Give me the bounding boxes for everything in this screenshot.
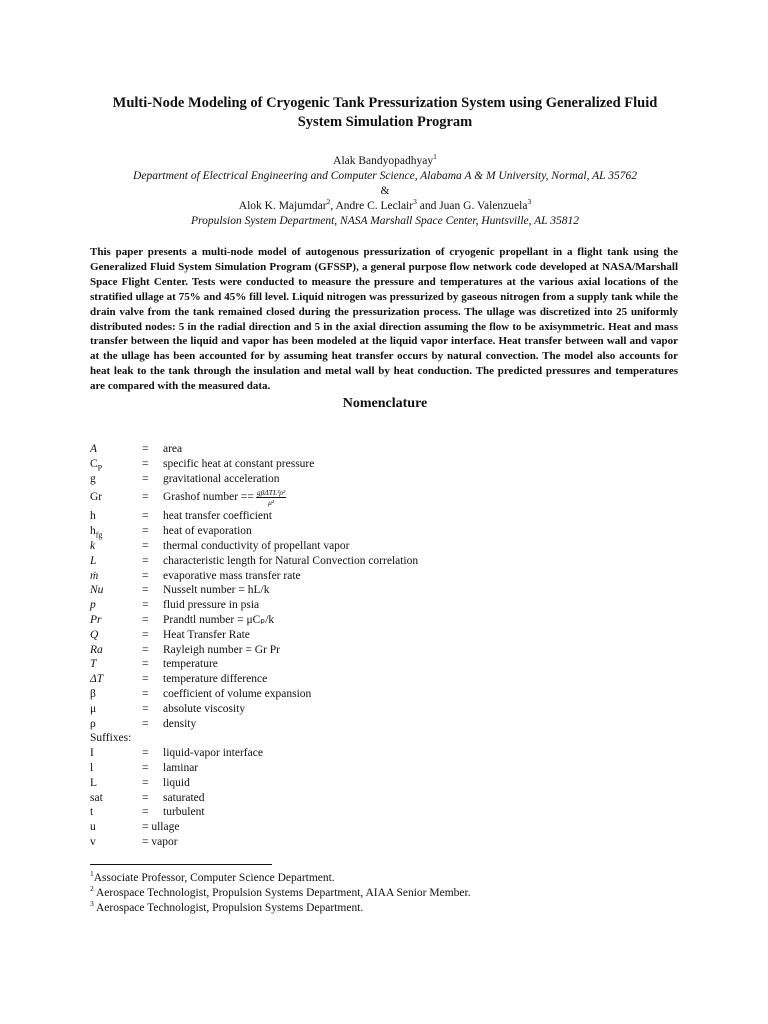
footnote-mark: 2: [90, 884, 94, 894]
author-block: [60, 154, 710, 229]
suffix-definition: turbulent: [163, 806, 205, 819]
equals-sign: =: [142, 539, 149, 552]
nomenclature-heading: Nomenclature: [342, 396, 428, 411]
author-footnote-mark: 3: [527, 197, 532, 207]
author-name: , Andre C. Leclair: [330, 200, 414, 212]
nomenclature-symbol: Gr: [90, 491, 103, 504]
nomenclature-symbol: ρ: [90, 717, 96, 730]
nomenclature-definition: specific heat at constant pressure: [163, 457, 315, 470]
nomenclature-symbol: A: [90, 443, 98, 455]
equals-sign: =: [142, 658, 149, 671]
footnote: [90, 871, 471, 886]
author-line-2: [60, 199, 710, 214]
nomenclature-definition: coefficient of volume expansion: [163, 687, 312, 700]
suffix-symbol: v: [90, 835, 96, 848]
suffix-definition: laminar: [163, 761, 199, 774]
equals-sign: =: [142, 717, 149, 730]
suffix-symbol: t: [90, 806, 94, 819]
nomenclature-symbol: ΔT: [90, 673, 104, 686]
nomenclature-definition: temperature difference: [163, 673, 268, 686]
equals-sign: =: [142, 761, 149, 774]
footnote-mark: 3: [90, 899, 94, 909]
equals-sign: =: [142, 776, 149, 789]
nomenclature-definition: characteristic length for Natural Convection correlation: [163, 554, 419, 567]
suffix-symbol: L: [90, 776, 98, 789]
nomenclature-definition: Rayleigh number = Gr Pr: [163, 643, 280, 656]
suffix-definition: liquid-vapor interface: [163, 747, 263, 760]
author-footnote-mark: 1: [433, 152, 437, 162]
nomenclature-symbol-subscript: P: [97, 463, 103, 473]
nomenclature-definition: Heat Transfer Rate: [163, 628, 250, 641]
nomenclature-symbol: T: [90, 658, 97, 671]
author-name: Alak Bandyopadhyay: [333, 155, 434, 167]
equals-sign: =: [142, 569, 149, 582]
suffix-definition: liquid: [163, 776, 190, 789]
footnotes: [90, 871, 471, 916]
equals-sign: =: [142, 687, 149, 700]
author-affiliation: Department of Electrical Engineering and Computer Science, Alabama A & M University, Normal, AL 35762: [133, 170, 637, 182]
nomenclature-definition: gravitational acceleration: [163, 472, 280, 485]
nomenclature-definition: Nusselt number = hL/k: [163, 584, 270, 597]
suffix-definition: = ullage: [142, 821, 180, 834]
nomenclature-symbol: $C_P$: [90, 457, 103, 473]
nomenclature-symbol-subscript: fg: [95, 530, 103, 540]
suffix-symbol: I: [90, 747, 94, 760]
nomenclature-definition: Grashof number == $\frac{\text{gβΔTL³ρ²}}{\text{μ²}}$: [163, 488, 286, 508]
equals-sign: =: [142, 806, 149, 819]
equals-sign: =: [142, 628, 149, 641]
equals-sign: =: [142, 443, 149, 455]
equals-sign: =: [142, 525, 149, 538]
equals-sign: =: [142, 584, 149, 597]
footnote-text: Aerospace Technologist, Propulsion Systems Department, AIAA Senior Member.: [93, 887, 471, 899]
equals-sign: =: [142, 599, 149, 612]
nomenclature-definition: heat transfer coefficient: [163, 510, 272, 523]
nomenclature-symbol: Pr: [90, 613, 102, 626]
equals-sign: =: [142, 510, 149, 523]
nomenclature-symbol: h: [90, 510, 96, 523]
suffix-symbol: l: [90, 761, 94, 774]
equals-sign: =: [142, 457, 149, 470]
nomenclature-symbol: ṁ: [90, 569, 99, 582]
equals-sign: =: [142, 472, 149, 485]
author-line-1: [60, 154, 710, 169]
grashof-formula: [256, 488, 286, 507]
paper-title: Multi-Node Modeling of Cryogenic Tank Pressurization System using Generalized Fluid System Simulation Program: [112, 95, 658, 130]
nomenclature-definition: temperature: [163, 658, 218, 671]
nomenclature-symbol: g: [90, 472, 96, 485]
author-name: Alok K. Majumdar: [238, 200, 327, 212]
nomenclature-definition: evaporative mass transfer rate: [163, 569, 301, 582]
equals-sign: =: [142, 747, 149, 760]
suffix-symbol: u: [90, 821, 96, 834]
footnote: [90, 901, 471, 916]
nomenclature-definition: fluid pressure in psia: [163, 599, 260, 612]
nomenclature-symbol: β: [90, 687, 96, 700]
nomenclature-symbol: Ra: [90, 643, 103, 656]
nomenclature-definition: thermal conductivity of propellant vapor: [163, 539, 350, 552]
footnote-rule: [90, 864, 272, 865]
equals-sign: =: [142, 613, 149, 626]
nomenclature-definition: density: [163, 717, 197, 730]
nomenclature-definition: heat of evaporation: [163, 525, 252, 538]
equals-sign: =: [142, 702, 149, 715]
suffix-definition: = vapor: [142, 835, 178, 848]
nomenclature-symbol: Q: [90, 628, 99, 641]
equals-sign: =: [142, 491, 149, 504]
footnote-mark: 1: [90, 869, 94, 879]
nomenclature-definition: area: [163, 443, 183, 455]
author-affiliation: Propulsion System Department, NASA Marshall Space Center, Huntsville, AL 35812: [191, 215, 579, 227]
nomenclature-symbol: p: [90, 599, 96, 612]
author-footnote-mark: 3: [413, 197, 417, 207]
equals-sign: =: [142, 643, 149, 656]
nomenclature-definition: Prandtl number = μCₚ/k: [163, 613, 275, 626]
nomenclature-symbol: k: [90, 539, 96, 552]
nomenclature-definition: absolute viscosity: [163, 702, 246, 715]
suffix-definition: saturated: [163, 791, 205, 804]
suffixes-label-text: Suffixes:: [90, 732, 132, 745]
formula-denominator: μ²: [268, 498, 275, 508]
formula-numerator: gβΔTL³ρ²: [256, 488, 286, 498]
abstract: This paper presents a multi-node model of autogenous pressurization of cryogenic propellant in a flight tank using the Generalized Fluid System Simulation Program (GFSSP), a general purpose flow network code developed at NASA/Marshall Space Flight Center. Tests were conducted to measure the pressure and temperatures at the various axial locations of the stratified ullage at 75% and 45% fill level. Liquid nitrogen was pressurized by gaseous nitrogen from a supply tank while the drain valve from the tank remained closed during the pressurization process. The ullage was discretized into 25 uniformly distributed nodes: 5 in the radial direction and 5 in the axial direction assuming the flow to be axisymmetric. Heat and mass transfer between the liquid and vapor has been modeled at the liquid vapor interface. Heat transfer between wall and vapor at the ullage has been accounted for by assuming heat transfer occurs by natural convection. The model also accounts for heat leak to the tank through the insulation and metal wall by heat conduction. The predicted pressures and temperatures are compared with the measured data.: [90, 246, 678, 393]
author-separator: &: [380, 185, 390, 197]
suffix-symbol: sat: [90, 791, 103, 804]
nomenclature-symbol: μ: [90, 702, 97, 715]
nomenclature-symbol: $h_{fg}$: [90, 525, 103, 540]
equals-sign: =: [142, 673, 149, 686]
footnote: [90, 886, 471, 901]
author-name: and Juan G. Valenzuela: [416, 200, 528, 212]
author-footnote-mark: 2: [326, 197, 331, 207]
footnote-text: Aerospace Technologist, Propulsion Systems Department.: [93, 902, 364, 914]
nomenclature-symbol: Nu: [90, 584, 104, 597]
footnote-text: Associate Professor, Computer Science Department.: [93, 872, 335, 884]
nomenclature-symbol: L: [90, 554, 97, 567]
equals-sign: =: [142, 554, 149, 567]
equals-sign: =: [142, 791, 149, 804]
